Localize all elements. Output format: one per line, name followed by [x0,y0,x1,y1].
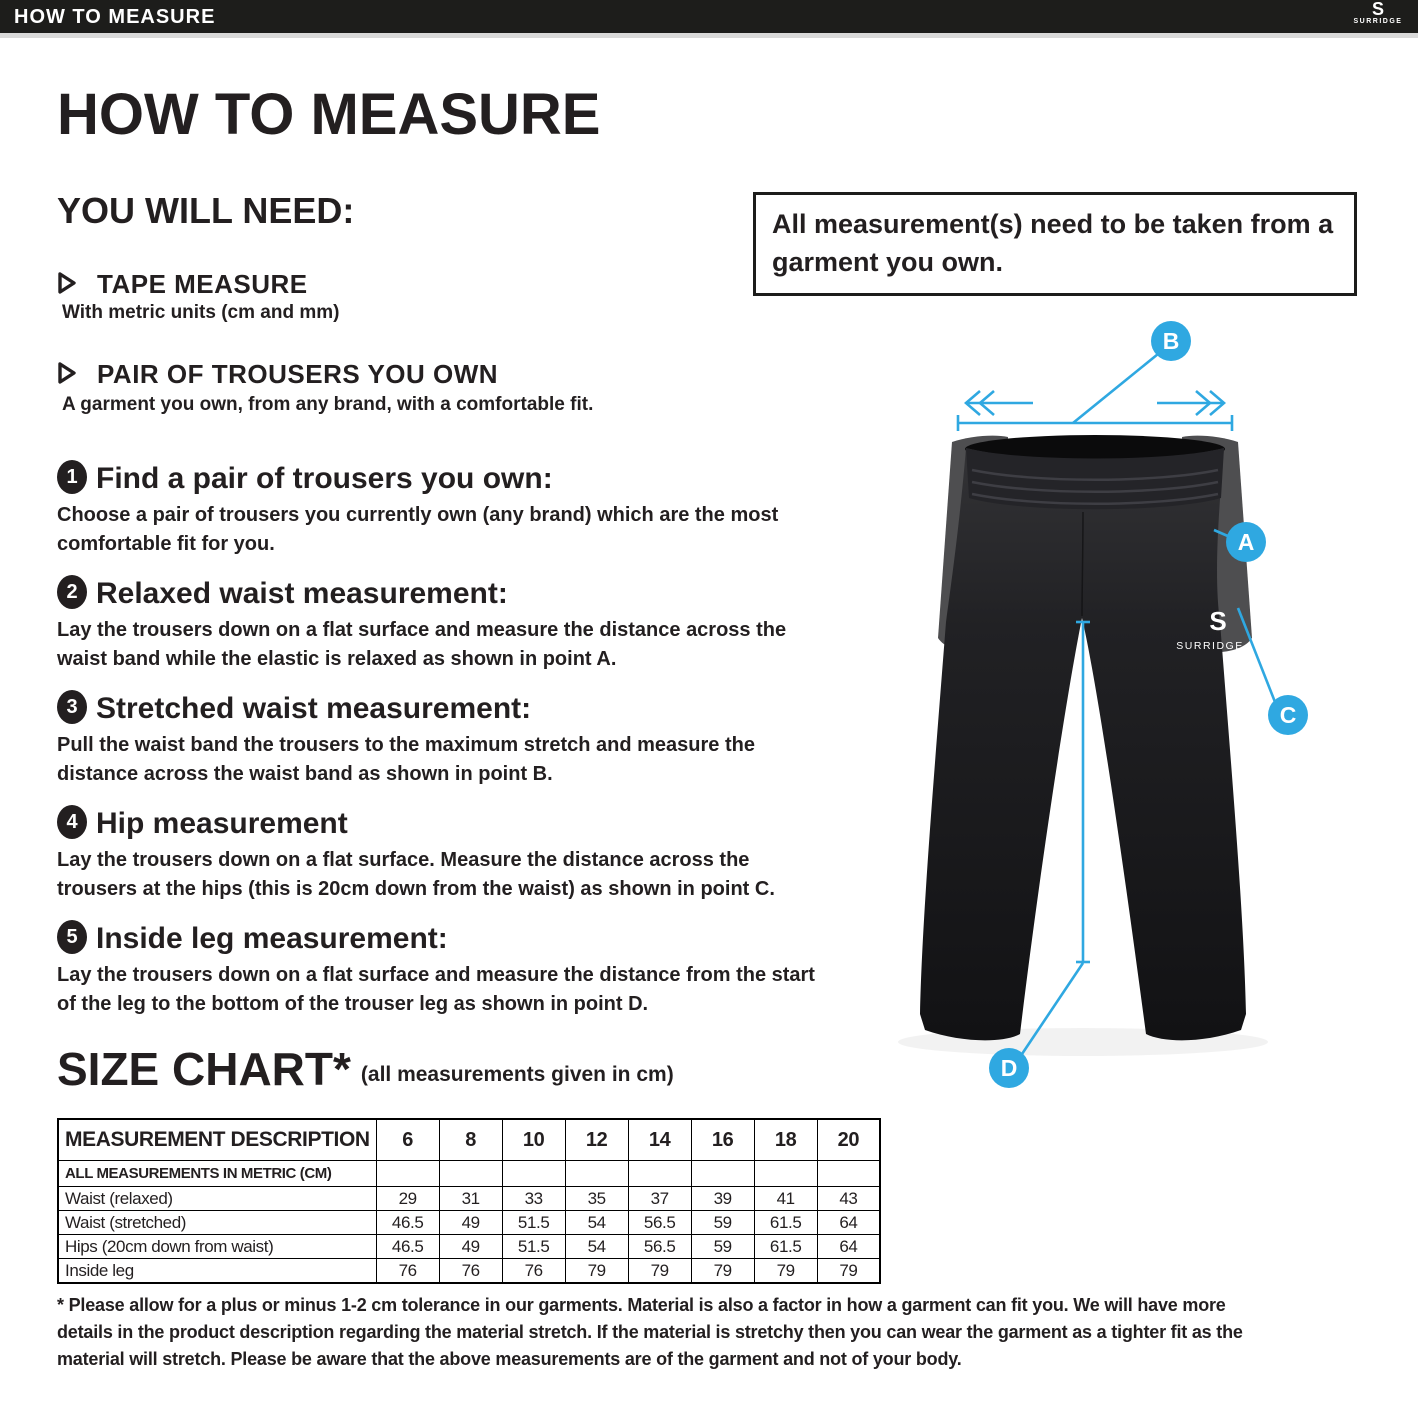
need-item-desc: A garment you own, from any brand, with a comfortable fit. [62,394,594,415]
table-header-cell: 18 [754,1119,817,1161]
size-chart-heading [57,1043,674,1095]
step-number-badge: 1 [57,460,87,494]
table-header-cell: 12 [565,1119,628,1161]
trousers-measurement-diagram [870,320,1330,1110]
garment-logo-text: SURRIDGE [1176,640,1244,652]
point-c-connector [1238,608,1275,702]
table-header-cell: 6 [376,1119,439,1161]
you-will-need-heading: YOU WILL NEED: [57,190,355,231]
size-chart-table [57,1118,881,1284]
surridge-logo [1348,1,1408,25]
table-row [58,1161,880,1187]
table-header-row [58,1119,880,1161]
step-number-badge: 5 [57,920,87,954]
top-bar-divider [0,33,1418,38]
surridge-s-icon: S [1371,0,1384,19]
step-title: Stretched waist measurement: [96,692,532,725]
step-body: Lay the trousers down on a flat surface. Measure the distance across the trousers at the hips (this is 20cm down from the waist) as shown in point C. [57,849,775,900]
step-title: Find a pair of trousers you own: [96,462,553,495]
point-b-label: B [1162,328,1180,354]
table-header-cell: 14 [628,1119,691,1161]
surridge-wordmark: SURRIDGE [1353,18,1403,25]
triangle-bullet-icon [57,271,77,295]
triangle-bullet-icon [57,361,77,385]
point-c-label: C [1279,702,1297,728]
table-cell: Waist (stretched) [58,1211,376,1235]
table-cell: Hips (20cm down from waist) [58,1235,376,1259]
step-body: Choose a pair of trousers you currently own (any brand) which are the most comfortable fit for you. [57,504,779,555]
table-header-cell: MEASUREMENT DESCRIPTION [58,1119,376,1161]
table-header-cell: 10 [502,1119,565,1161]
step-body: Lay the trousers down on a flat surface and measure the distance across the waist band while the elastic is relaxed as shown in point A. [57,619,787,670]
page-title: HOW TO MEASURE [57,82,601,147]
point-b-connector [1073,354,1158,423]
table-cell: Waist (relaxed) [58,1187,376,1211]
tolerance-footnote: * Please allow for a plus or minus 1-2 cm tolerance in our garments. Material is also a factor in how a garment can fit you. We will have more details in the product description regarding the material stretch. If the material is stretchy then you can wear the garment as a tighter fit as the material will stretch. Please be aware that the above measurements are of the garment and not of your body. [57,1295,1243,1369]
table-row: Waist (relaxed) 29 31 33 35 37 39 41 43 [58,1187,880,1211]
garment-logo-icon: S [1209,606,1227,636]
table-header-cell: 20 [817,1119,880,1161]
step-title: Inside leg measurement: [96,922,448,955]
table-row: Waist (stretched) 46.5 49 51.5 54 56.5 59 61.5 64 [58,1211,880,1235]
step-number-badge: 2 [57,575,87,609]
need-item-title: PAIR OF TROUSERS YOU OWN [97,359,499,389]
step-number-badge: 3 [57,690,87,724]
need-item-desc: With metric units (cm and mm) [62,302,340,323]
point-a-label: A [1237,529,1255,555]
step-body: Pull the waist band the trousers to the maximum stretch and measure the distance across the waist band as shown in point B. [57,734,755,785]
top-bar-title: HOW TO MEASURE [14,6,216,28]
notice-box: All measurement(s) need to be taken from a garment you own. [753,192,1357,296]
table-header-cell: 8 [439,1119,502,1161]
metric-note-cell: ALL MEASUREMENTS IN METRIC (CM) [58,1161,376,1187]
step-title: Relaxed waist measurement: [96,577,508,610]
table-header-cell: 16 [691,1119,754,1161]
table-row: Inside leg 76 76 76 79 79 79 79 79 [58,1259,880,1284]
step-title: Hip measurement [96,807,348,840]
table-row: Hips (20cm down from waist) 46.5 49 51.5 54 56.5 59 61.5 64 [58,1235,880,1259]
size-chart-subtitle: (all measurements given in cm) [360,1063,674,1086]
point-d-label: D [1000,1055,1018,1081]
step-body: Lay the trousers down on a flat surface and measure the distance from the start of the leg to the bottom of the trouser leg as shown in point D. [57,964,815,1015]
step-number-badge: 4 [57,805,87,839]
need-item-title: TAPE MEASURE [97,269,308,299]
table-cell: Inside leg [58,1259,376,1284]
size-chart-title: SIZE CHART* [57,1043,351,1095]
